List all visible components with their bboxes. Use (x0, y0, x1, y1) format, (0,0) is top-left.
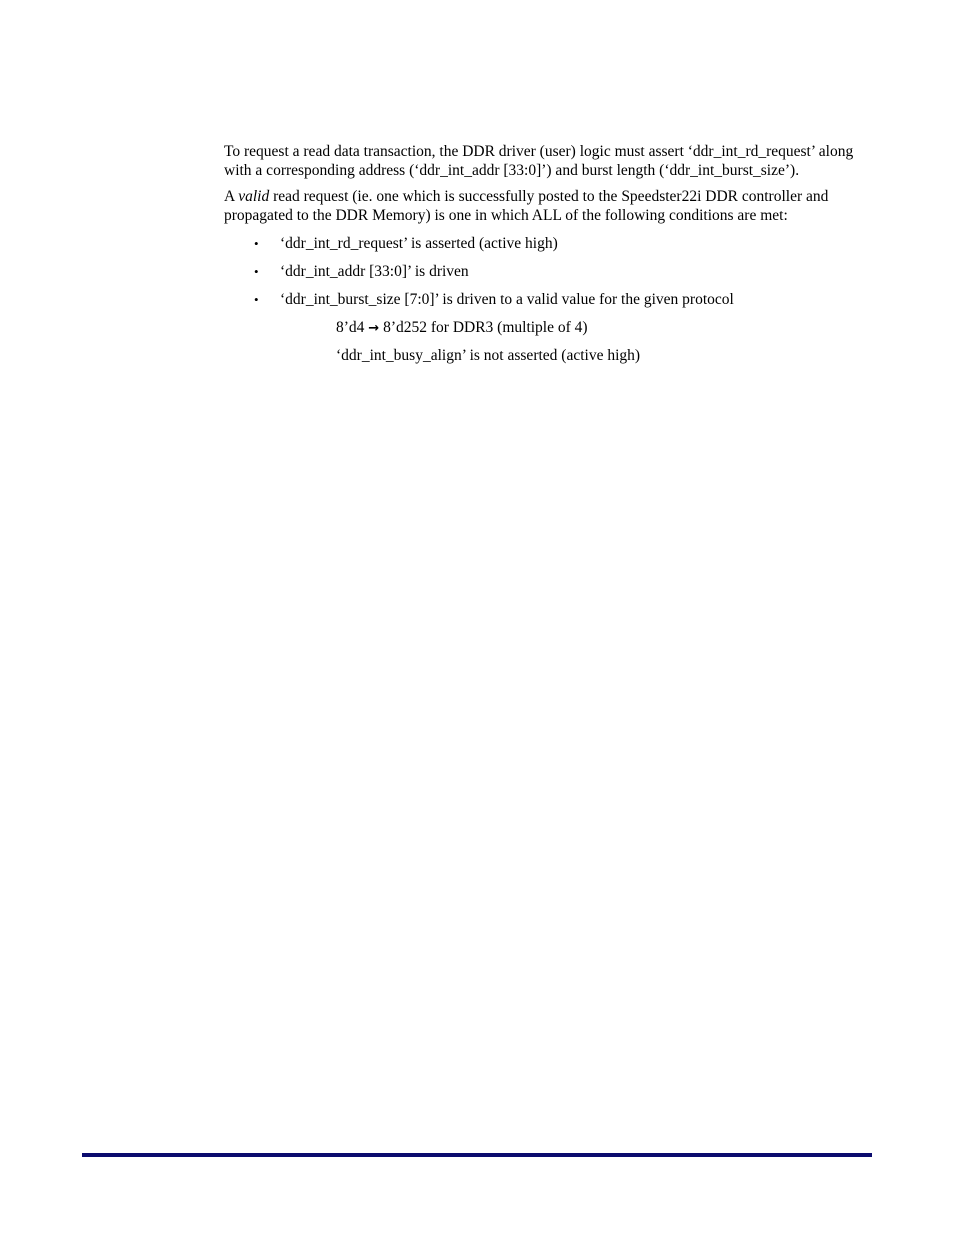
list-item-text: ‘ddr_int_burst_size [7:0]’ is driven to a valid value for the given protocol (280, 291, 734, 309)
document-body (224, 143, 864, 375)
paragraph-prefix: A (224, 188, 239, 206)
paragraph-rest: read request (ie. one which is successfully posted to the Speedster22i DDR controller and propagated to the DDR Memory) is one in which ALL of the following conditions are met: (224, 188, 829, 224)
range-start: 8’d4 (336, 319, 369, 337)
bullet-icon: • (254, 292, 259, 308)
list-item-text: ‘ddr_int_rd_request’ is asserted (active high) (280, 235, 558, 253)
emphasized-word: valid (238, 188, 270, 206)
bullet-icon: • (254, 264, 259, 280)
right-arrow-icon: → (368, 321, 380, 337)
intro-paragraph: To request a read data transaction, the DDR driver (user) logic must assert ‘ddr_int_rd_request’ along with a corresponding address (‘ddr_int_addr [33:0]’) and burst length (‘ddr_int_burst_size’). (224, 143, 854, 179)
valid-request-paragraph (224, 188, 864, 225)
list-item (224, 291, 864, 319)
busy-align-condition: ‘ddr_int_busy_align’ is not asserted (active high) (336, 347, 641, 365)
list-item-text: ‘ddr_int_addr [33:0]’ is driven (280, 263, 469, 281)
list-item (224, 235, 864, 263)
list-item (224, 263, 864, 291)
range-end: 8’d252 for DDR3 (multiple of 4) (379, 319, 588, 337)
footer-rule (82, 1153, 872, 1157)
burst-size-range (224, 319, 864, 347)
bullet-icon: • (254, 236, 259, 252)
conditions-list (224, 235, 864, 319)
